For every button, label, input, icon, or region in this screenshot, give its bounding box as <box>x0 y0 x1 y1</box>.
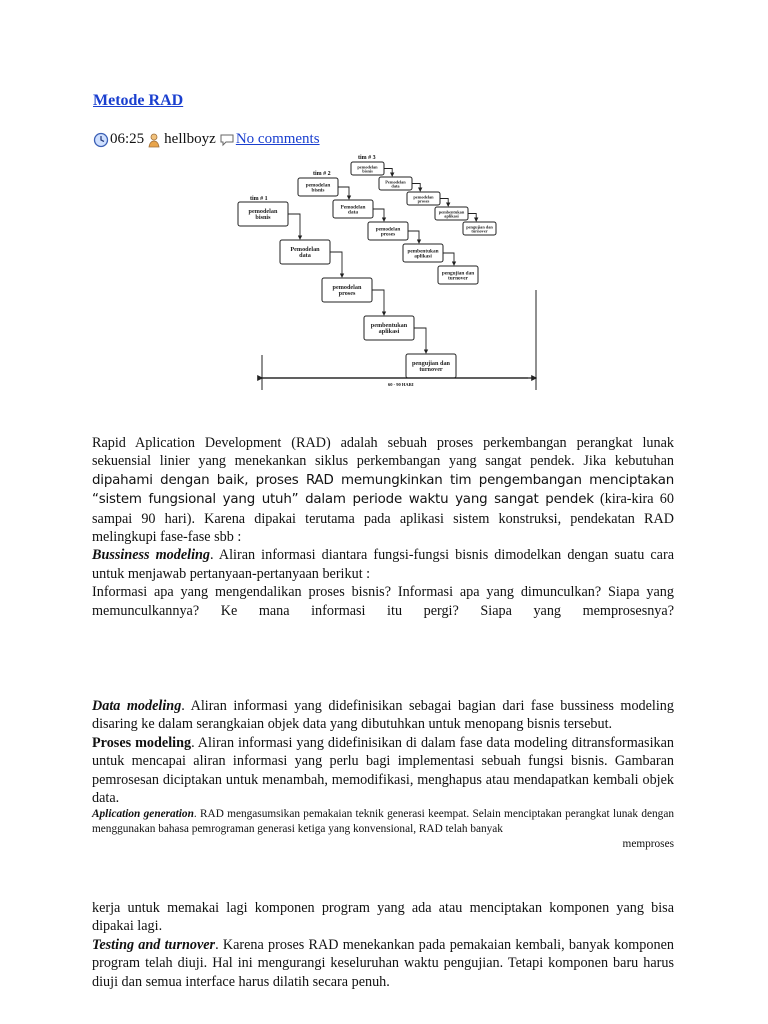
team3-phase-label: aplikasi <box>444 213 459 219</box>
team-label-1: tim # 1 <box>250 196 268 202</box>
team1-flow-arrow <box>414 328 426 353</box>
ag-tail: memproses <box>622 838 674 851</box>
team3-phase-label: pemodelan <box>357 164 378 170</box>
post-title-link[interactable]: Metode RAD <box>93 92 184 109</box>
team3-flow-arrow <box>384 169 392 177</box>
timeline-label: 60 - 90 HARI <box>388 382 414 387</box>
team1-phase-label: aplikasi <box>378 328 400 336</box>
rad-diagram <box>228 150 546 398</box>
team-label-3: tim # 3 <box>358 155 376 161</box>
team1-phase-label: Pemodelan <box>290 245 320 253</box>
intro-text-b: dipahami dengan baik, proses RAD memungkinkan tim pengembangan menciptakan “sistem fungsional yang utuh” dalam periode waktu yang sangat pendek <box>92 472 674 508</box>
team2-phase-label: proses <box>380 231 396 238</box>
team1-flow-arrow <box>330 252 342 277</box>
team3-phase-label: bisnis <box>362 168 373 174</box>
tt-term: Testing and turnover <box>92 936 216 953</box>
team3-phase-label: Pemodelan <box>385 179 406 185</box>
team1-flow-arrow <box>372 290 384 315</box>
ag-text: . RAD mengasumsikan pemakaian teknik generasi keempat. Selain menciptakan perangkat lunak dengan menggunakan bahasa pemrograman generasi ketiga yang konvensional, RAD telah banyak <box>92 808 674 836</box>
team2-flow-arrow <box>408 231 419 243</box>
team-label-2: tim # 2 <box>313 171 331 177</box>
team2-phase-label: pengujian dan <box>441 270 475 277</box>
comments-link[interactable]: No comments <box>235 131 320 147</box>
closing-paragraphs <box>92 899 674 991</box>
team2-phase-label: pembentukan <box>407 248 439 255</box>
team2-phase-label: pemodelan <box>375 226 401 233</box>
team1-phase-label: data <box>299 252 311 260</box>
team3-phase-label: proses <box>417 198 430 204</box>
pm-term: Proses modeling <box>92 734 192 751</box>
bm-term: Bussiness modeling <box>92 547 211 564</box>
post-author: hellboyz <box>164 131 216 147</box>
pm-text: . Aliran informasi yang didefinisikan di dalam fase data modeling ditransformasikan untuk mencapai aliran informasi yang perlu bagi implementasi sebuah fungsi bisnis. Gambaran pemrosesan diciptakan untuk menambah, memodifikasi, menghapus atau mendapatkan kembali objek data. <box>92 734 674 807</box>
team1-phase-label: pemodelan <box>332 283 362 291</box>
team2-phase-label: Pemodelan <box>340 204 366 211</box>
user-icon <box>147 132 163 148</box>
clock-icon <box>93 132 109 148</box>
team2-phase-label: bisnis <box>311 187 325 194</box>
dm-term: Data modeling <box>92 698 182 714</box>
team1-phase-label: pembentukan <box>370 321 408 329</box>
section-paragraphs <box>92 697 674 852</box>
team3-phase-label: pembentukan <box>438 209 465 215</box>
team1-phase-label: bisnis <box>255 214 271 222</box>
team2-phase-label: turnover <box>448 275 468 282</box>
intro-text-c: (kira-kira 60 sampai 90 hari). Karena dipakai terutama pada aplikasi sistem konstruksi, pendekatan RAD melingkupi fase-fase sbb : <box>92 491 674 546</box>
team1-phase-label: proses <box>338 290 356 298</box>
post-time: 06:25 <box>110 131 145 147</box>
team2-phase-label: data <box>348 209 358 216</box>
team3-phase-label: turnover <box>471 228 488 234</box>
ag-term: Aplication generation <box>92 808 194 821</box>
team3-phase-label: pemodelan <box>413 194 434 200</box>
team3-flow-arrow <box>440 199 448 207</box>
team2-phase-label: pemodelan <box>305 182 331 189</box>
comment-icon <box>219 132 235 148</box>
bm-text: . Aliran informasi diantara fungsi-fungsi bisnis dimodelkan dengan suatu cara untuk menjawab pertanyaan-pertanyaan berikut : <box>92 547 674 582</box>
dm-text: . Aliran informasi yang didefinisikan sebagai bagian dari fase bussiness modeling disaring ke dalam serangkaian objek data yang dibutuhkan untuk menopang bisnis tersebut. <box>92 698 674 733</box>
team3-phase-label: data <box>391 183 400 189</box>
team2-flow-arrow <box>443 253 454 265</box>
team2-flow-arrow <box>338 187 349 199</box>
team3-flow-arrow <box>468 214 476 222</box>
intro-text-a: Rapid Aplication Development (RAD) adalah sebuah proses perkembangan perangkat lunak sekuensial linier yang menekankan siklus perkembangan yang sangat pendek. Jika kebutuhan <box>92 435 674 470</box>
questions-text: Informasi apa yang mengendalikan proses bisnis? Informasi apa yang dimunculkan? Siapa yang memunculkannya? Ke mana informasi itu pergi? Siapa yang memprosesnya? <box>92 584 674 619</box>
ag-continuation: kerja untuk memakai lagi komponen program yang ada atau menciptakan komponen yang bisa dipakai lagi. <box>92 900 674 935</box>
tt-text: . Karena proses RAD menekankan pada pemakaian kembali, banyak komponen program telah diuji. Hal ini mengurangi keseluruhan waktu pengujian. Tetapi komponen baru harus diuji dan semua interface harus dilatih secara penuh. <box>92 936 674 990</box>
team2-flow-arrow <box>373 209 384 221</box>
post-meta <box>93 131 320 148</box>
team1-phase-label: turnover <box>419 366 443 374</box>
team1-phase-label: pemodelan <box>248 207 278 215</box>
intro-paragraph <box>92 434 674 620</box>
team1-flow-arrow <box>288 214 300 239</box>
team3-phase-label: pengujian dan <box>466 224 493 230</box>
team1-phase-label: pengujian dan <box>411 359 451 367</box>
team2-phase-label: aplikasi <box>414 253 432 260</box>
team3-flow-arrow <box>412 184 420 192</box>
